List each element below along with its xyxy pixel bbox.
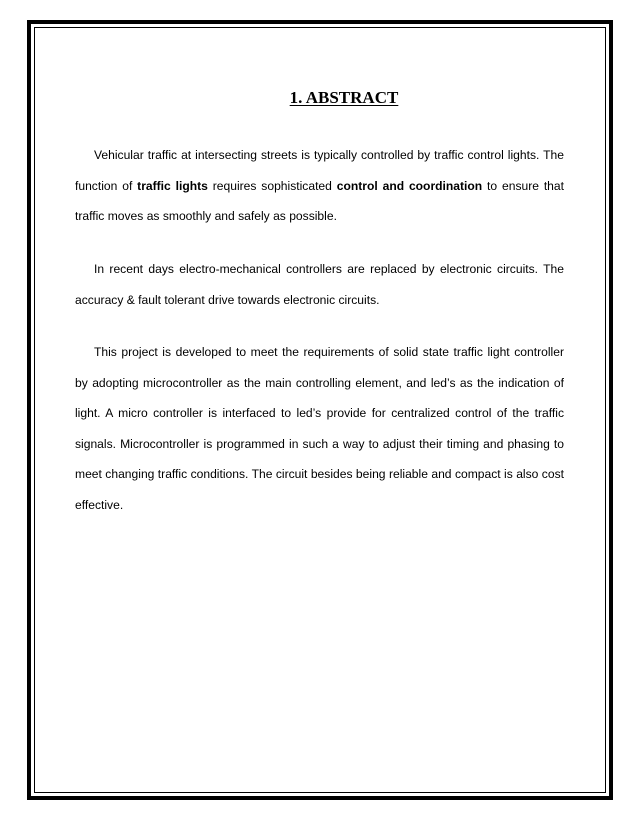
- paragraph-1-text-b: requires sophisticated: [207, 178, 337, 193]
- paragraph-1-bold-control-coordination: control and coordination: [336, 178, 483, 193]
- abstract-heading-text: 1. ABSTRACT: [289, 88, 399, 107]
- abstract-paragraph-1: [75, 140, 564, 232]
- paragraph-1-text-c: to ensure that traffic moves as smoothly and safely as possible.: [75, 178, 564, 224]
- abstract-heading: [0, 88, 638, 108]
- abstract-paragraph-3: This project is developed to meet the requirements of solid state traffic light controller by adopting microcontroller as the main controlling element, and led’s as the indication of light. A micro controller is interfaced to led’s provide for centralized control of the traffic signals. Microcontroller is programmed in such a way to adjust their timing and phasing to meet changing traffic conditions. The circuit besides being reliable and compact is also cost effective.: [75, 345, 564, 512]
- abstract-paragraph-2: In recent days electro-mechanical controllers are replaced by electronic circuits. The accuracy & fault tolerant drive towards electronic circuits.: [75, 262, 564, 307]
- paragraph-1-bold-traffic-lights: traffic lights: [137, 178, 208, 193]
- paragraph-1-text-a: Vehicular traffic at intersecting streets is typically controlled by traffic control lights. The function of: [75, 148, 564, 193]
